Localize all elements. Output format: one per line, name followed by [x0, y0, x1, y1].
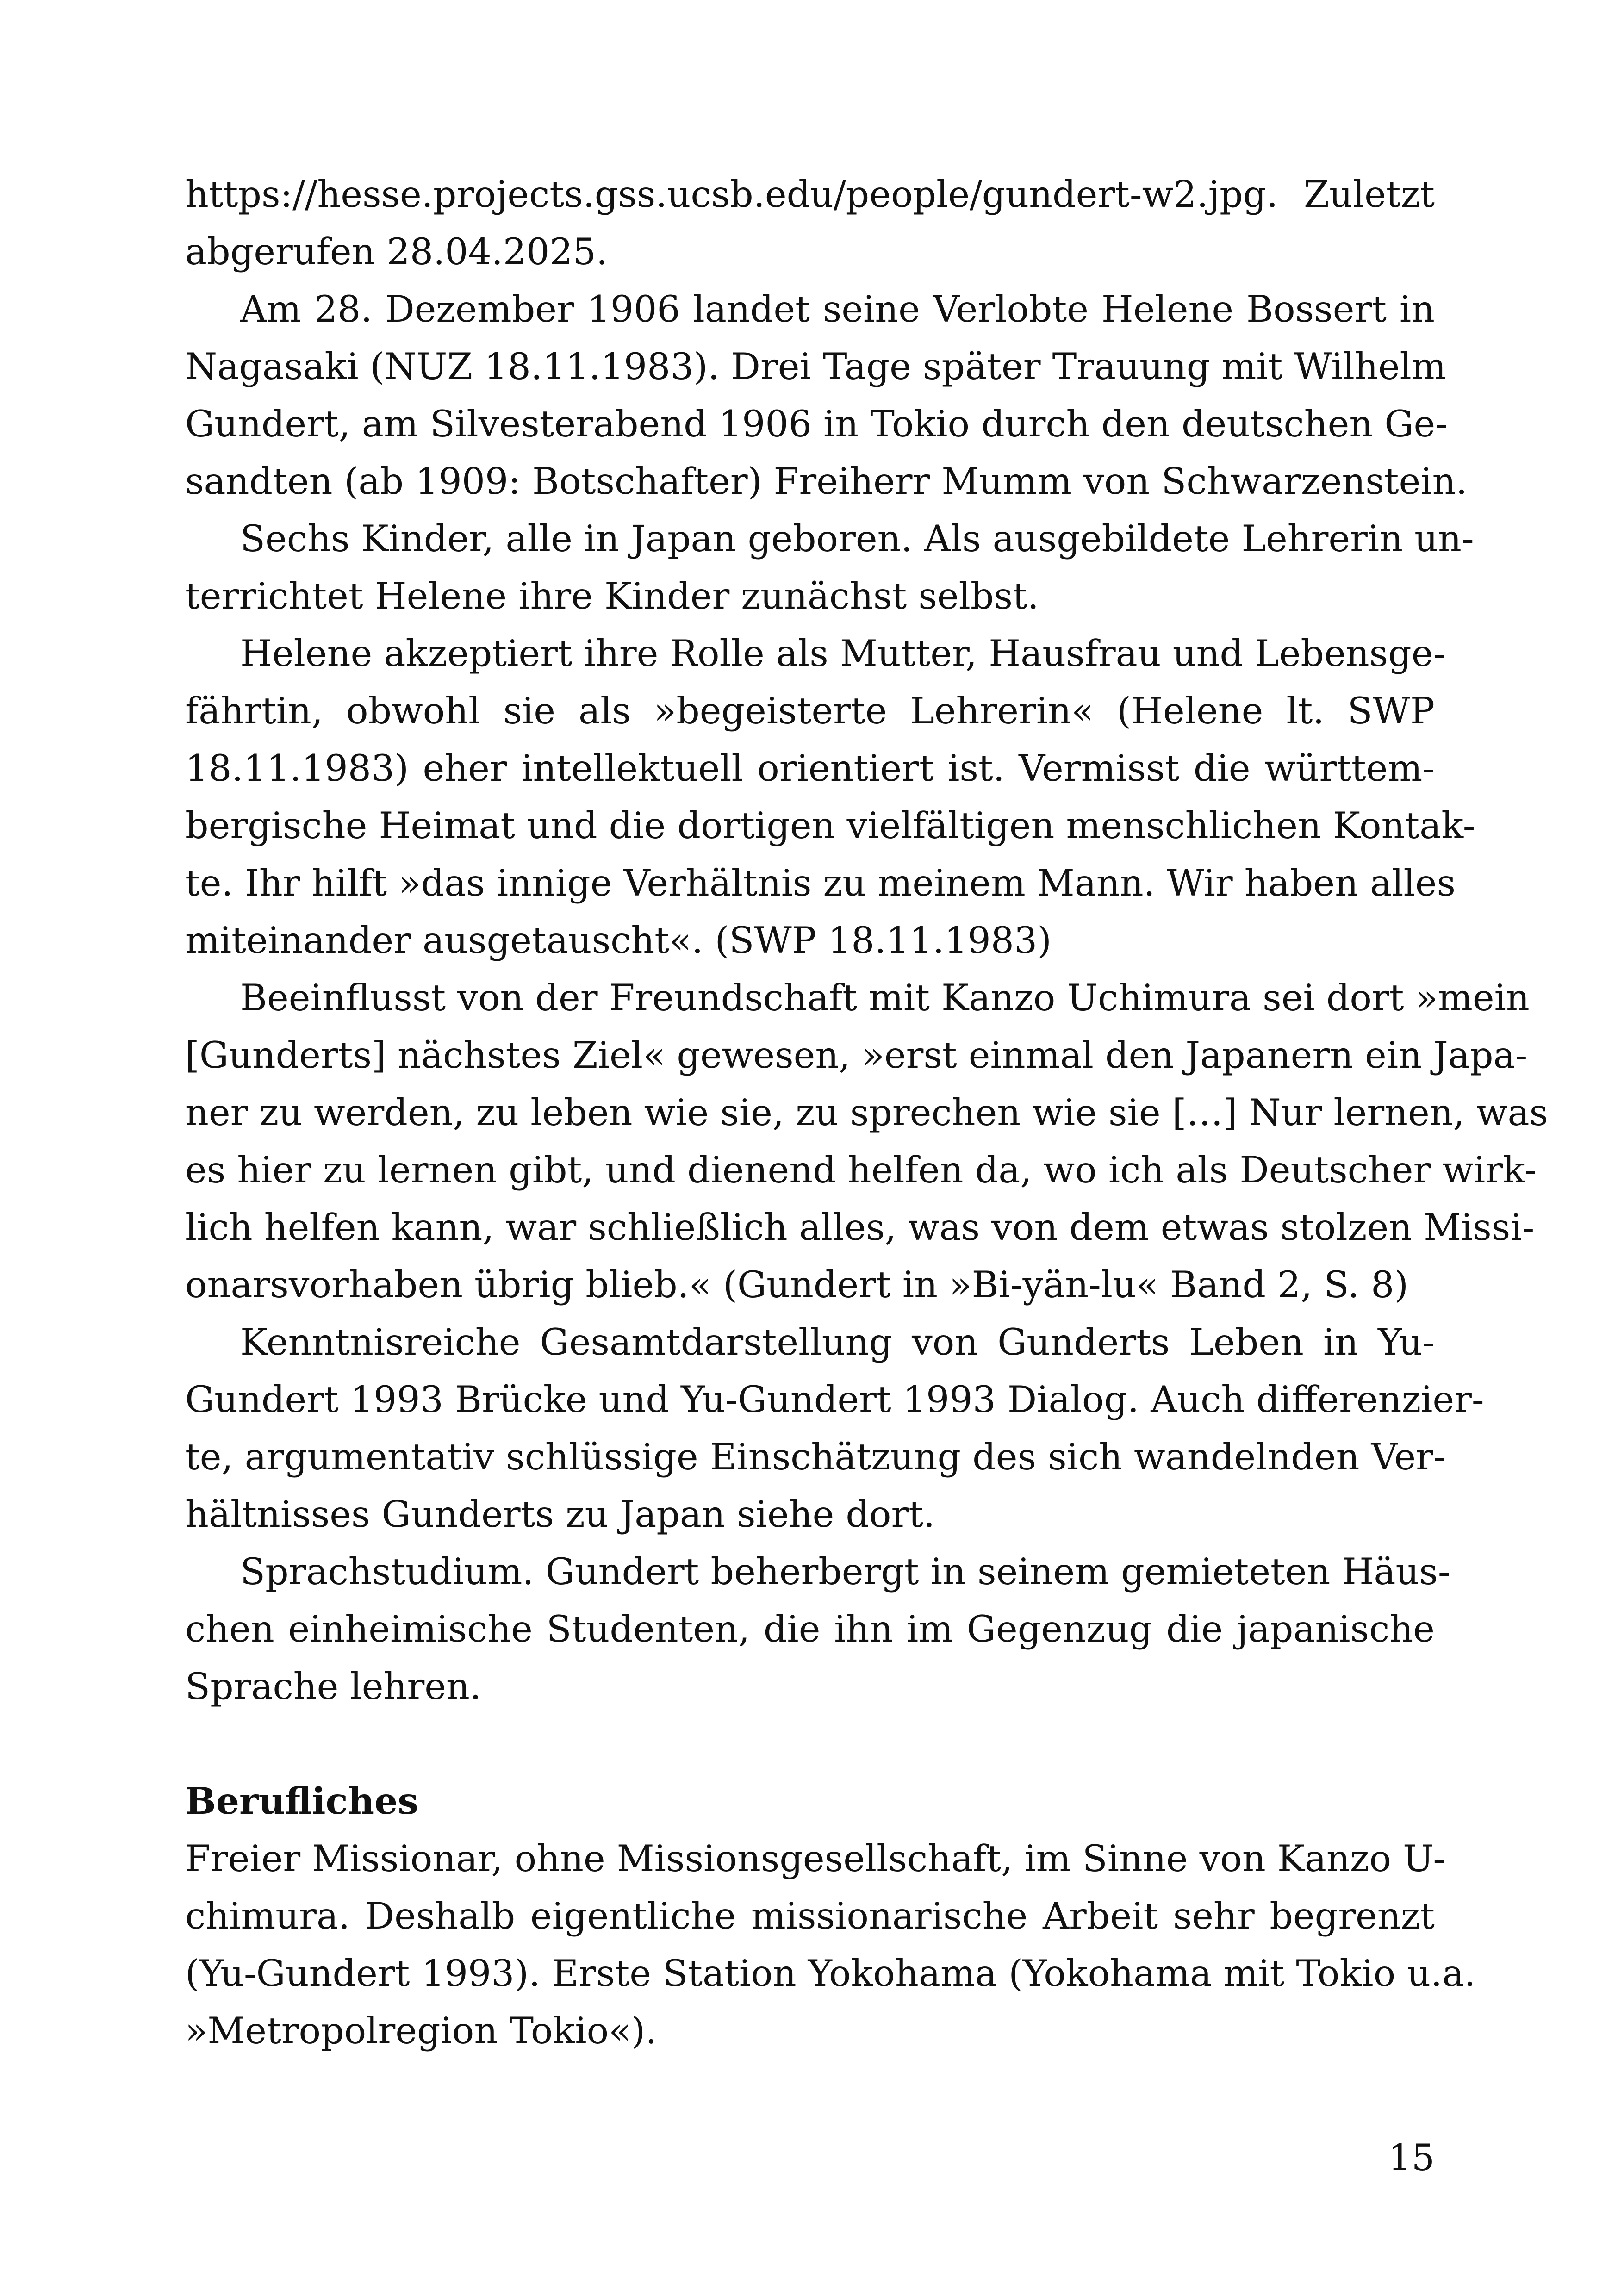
text-line: Am 28. Dezember 1906 landet seine Verlobte Helene Bossert in	[240, 288, 1435, 330]
text-line: te. Ihr hilft »das innige Verhältnis zu meinem Mann. Wir haben alles	[185, 862, 1456, 904]
text-line: bergische Heimat und die dortigen vielfältigen menschlichen Kontak-	[185, 804, 1475, 847]
text-line: Freier Missionar, ohne Missionsgesellschaft, im Sinne von Kanzo U-	[185, 1837, 1446, 1880]
text-line: Sprache lehren.	[185, 1665, 481, 1708]
text-line: [Gunderts] nächstes Ziel« gewesen, »erst einmal den Japanern ein Japa-	[185, 1034, 1528, 1076]
text-line: Kenntnisreiche Gesamtdarstellung von Gunderts Leben in Yu-	[240, 1321, 1435, 1363]
text-line: Gundert 1993 Brücke und Yu-Gundert 1993 Dialog. Auch differenzier-	[185, 1378, 1484, 1421]
text-line: 18.11.1983) eher intellektuell orientiert ist. Vermisst die württem-	[185, 747, 1435, 790]
text-line: te, argumentativ schlüssige Einschätzung des sich wandelnden Ver-	[185, 1436, 1446, 1478]
text-line: ner zu werden, zu leben wie sie, zu sprechen wie sie […] Nur lernen, was	[185, 1091, 1549, 1134]
text-line: chen einheimische Studenten, die ihn im Gegenzug die japanische	[185, 1608, 1435, 1650]
text-line: Beeinflusst von der Freundschaft mit Kanzo Uchimura sei dort »mein	[240, 977, 1530, 1019]
page-number: 15	[1388, 2136, 1435, 2179]
text-line: Gundert, am Silvesterabend 1906 in Tokio durch den deutschen Ge-	[185, 403, 1448, 445]
text-line: »Metropolregion Tokio«).	[185, 2010, 657, 2052]
text-line: abgerufen 28.04.2025.	[185, 230, 608, 273]
text-line: chimura. Deshalb eigentliche missionarische Arbeit sehr begrenzt	[185, 1895, 1435, 1937]
text-line: hältnisses Gunderts zu Japan siehe dort.	[185, 1493, 935, 1536]
text-line: https://hesse.projects.gss.ucsb.edu/people/gundert-w2.jpg. Zuletzt	[185, 173, 1435, 216]
text-line: Sprachstudium. Gundert beherbergt in seinem gemieteten Häus-	[240, 1550, 1450, 1593]
section-heading: Berufliches	[185, 1780, 418, 1823]
text-line: miteinander ausgetauscht«. (SWP 18.11.1983)	[185, 919, 1052, 962]
text-line: es hier zu lernen gibt, und dienend helfen da, wo ich als Deutscher wirk-	[185, 1149, 1537, 1191]
text-line: sandten (ab 1909: Botschafter) Freiherr Mumm von Schwarzenstein.	[185, 460, 1468, 503]
text-line: Helene akzeptiert ihre Rolle als Mutter, Hausfrau und Lebensge-	[240, 632, 1446, 675]
text-line: lich helfen kann, war schließlich alles, was von dem etwas stolzen Missi-	[185, 1206, 1535, 1249]
text-line: onarsvorhaben übrig blieb.« (Gundert in »Bi-yän-lu« Band 2, S. 8)	[185, 1263, 1409, 1306]
text-line: fährtin, obwohl sie als »begeisterte Lehrerin« (Helene lt. SWP	[185, 690, 1435, 732]
text-line: Nagasaki (NUZ 18.11.1983). Drei Tage später Trauung mit Wilhelm	[185, 345, 1446, 388]
text-line: Sechs Kinder, alle in Japan geboren. Als ausgebildete Lehrerin un-	[240, 517, 1474, 560]
text-line: (Yu-Gundert 1993). Erste Station Yokohama (Yokohama mit Tokio u.a.	[185, 1952, 1476, 1995]
text-line: terrichtet Helene ihre Kinder zunächst selbst.	[185, 575, 1039, 617]
